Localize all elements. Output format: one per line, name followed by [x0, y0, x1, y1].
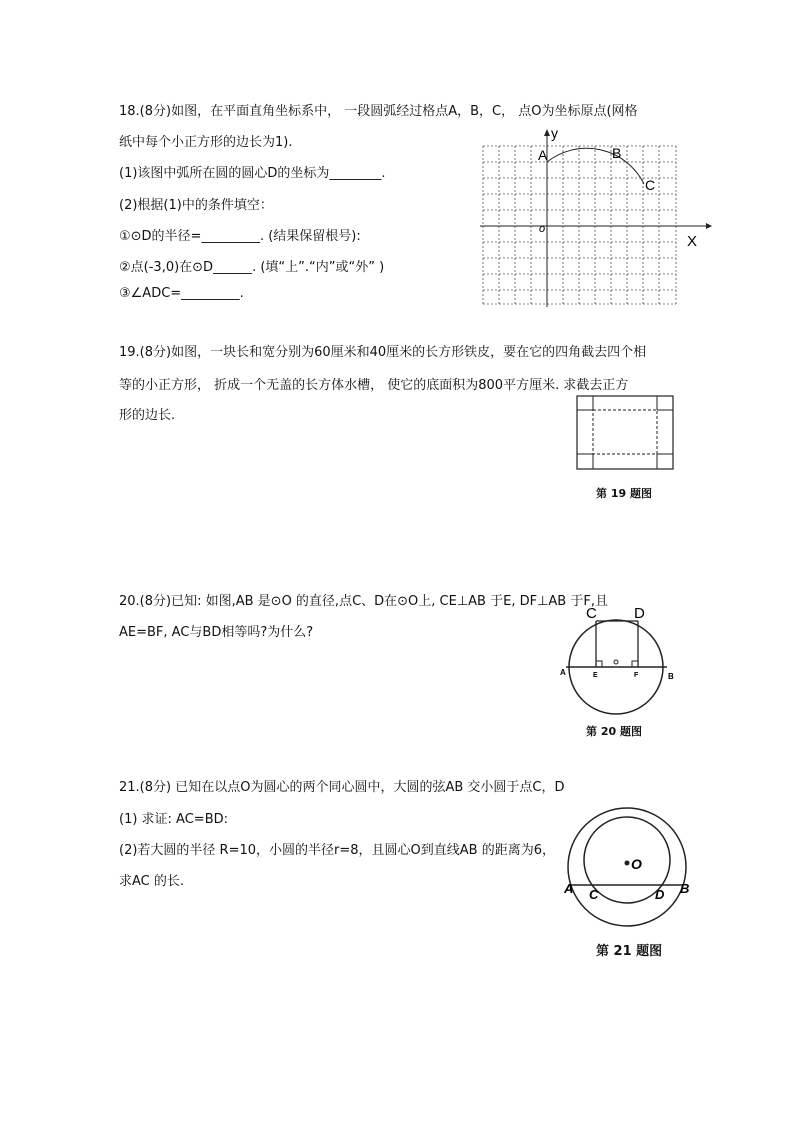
q18-grid-figure [476, 124, 716, 304]
label-a: A [538, 147, 548, 163]
q21-line-3: (2)若大圆的半径 R=10，小圆的半径r=8，且圆心O到直线AB 的距离为6， [119, 843, 555, 858]
label-b: B [680, 881, 690, 896]
label-c: C [586, 605, 597, 622]
label-b: B [612, 145, 622, 161]
q18-line-6: ②点(-3,0)在⊙D______. (填“上”.“内”或“外” ) [119, 260, 385, 275]
label-b: B [668, 672, 674, 681]
label-c: C [645, 177, 656, 193]
q21-caption: 第 21 题图 [596, 944, 663, 959]
circle-arc [547, 148, 644, 184]
label-o: O [631, 856, 642, 872]
q18-line-7: ③∠ADC=_________. [119, 286, 244, 301]
label-f: F [634, 672, 639, 679]
label-origin: o [539, 223, 546, 235]
sheet-outline [577, 396, 673, 469]
q19-line-3: 形的边长. [119, 408, 176, 423]
label-y: y [551, 125, 558, 141]
q19-line-2: 等的小正方形， 折成一个无盖的长方体水槽， 使它的底面积为800平方厘米. 求截去正方 [119, 378, 629, 393]
q18-line-1: 18.(8分)如图，在平面直角坐标系中， 一段圆弧经过格点A，B，C， 点O为坐标原点(网格 [119, 104, 638, 119]
label-c: C [589, 887, 599, 902]
q19-box-figure [576, 395, 676, 471]
x-axis-arrow [706, 223, 712, 229]
label-x: X [687, 233, 698, 250]
q19-caption: 第 19 题图 [596, 487, 652, 500]
q21-line-2: (1) 求证: AC=BD: [119, 812, 229, 827]
y-axis-arrow [544, 129, 550, 136]
q18-line-4: (2)根据(1)中的条件填空： [119, 198, 273, 213]
q20-line-1: 20.(8分)已知: 如图,AB 是⊙O 的直径,点C、D在⊙O上, CE⊥AB 于E, DF⊥AB 于F,且 [119, 594, 608, 609]
q19-line-1: 19.(8分)如图，一块长和宽分别为60厘米和40厘米的长方形铁皮，要在它的四角截去四个相 [119, 345, 647, 360]
q20-line-2: AE=BF, AC与BD相等吗?为什么? [119, 625, 314, 640]
q20-caption: 第 20 题图 [586, 725, 642, 738]
q21-line-1: 21.(8分) 已知在以点O为圆心的两个同心圆中，大圆的弦AB 交小圆于点C，D [119, 780, 565, 795]
q18-line-2: 纸中每个小正方形的边长为1). [119, 135, 293, 150]
label-a: A [560, 668, 566, 677]
label-d: D [634, 605, 645, 622]
fold-line [593, 410, 657, 454]
large-circle [568, 808, 686, 926]
label-d: D [655, 887, 665, 902]
q21-line-4: 求AC 的长. [119, 874, 185, 889]
q21-concentric-figure [560, 808, 700, 928]
q20-circle-figure [556, 600, 686, 730]
label-e: E [593, 672, 598, 679]
q18-line-5: ①⊙D的半径=_________. (结果保留根号): [119, 229, 361, 244]
label-a: A [564, 881, 574, 896]
grid-lines [483, 146, 676, 304]
q18-line-3: (1)该图中弧所在圆的圆心D的坐标为________. [119, 166, 386, 181]
center-o [625, 861, 630, 866]
